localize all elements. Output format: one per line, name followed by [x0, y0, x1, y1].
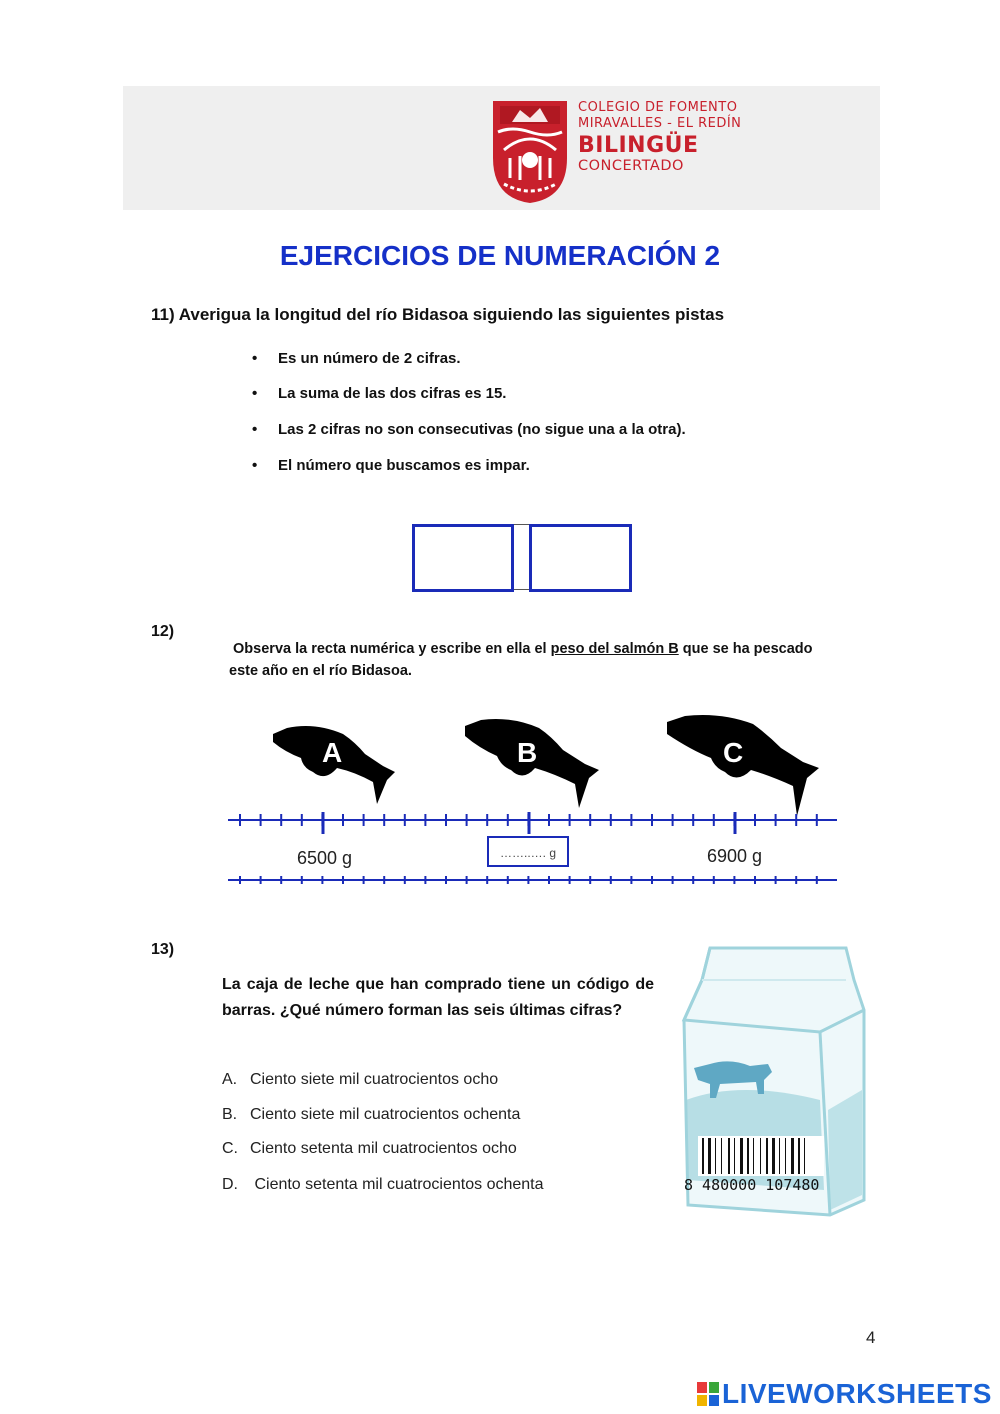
q11-prompt: 11) Averigua la longitud del río Bidasoa siguiendo las siguientes pistas: [151, 305, 725, 324]
barcode-bar: [798, 1138, 800, 1174]
q12-instructions: Observa la recta numérica y escribe en ella el peso del salmón B que se ha pescado este año en el río Bidasoa.: [229, 641, 813, 679]
school-name-line2: MIRAVALLES - EL REDÍN: [578, 116, 742, 131]
barcode-bar: [760, 1138, 761, 1174]
barcode-bar: [715, 1138, 716, 1174]
q13-option-a[interactable]: A. Ciento siete mil cuatrocientos ocho: [222, 1071, 499, 1088]
fish-label-c: C: [723, 737, 744, 768]
q13-option-b[interactable]: B. Ciento siete mil cuatrocientos ochenta: [222, 1106, 521, 1123]
page-number: 4: [866, 1328, 876, 1347]
barcode-bar: [747, 1138, 749, 1174]
q12-number: 12): [151, 623, 175, 640]
fish-label-b: B: [517, 737, 538, 768]
label-6900: 6900 g: [707, 846, 763, 866]
barcode-bar: [766, 1138, 768, 1174]
barcode-bar: [728, 1138, 730, 1174]
barcode-bar: [702, 1138, 704, 1174]
q11-clue: • La suma de las dos cifras es 15.: [252, 385, 507, 402]
barcode-bar: [804, 1138, 805, 1174]
q12-underlined: peso del salmón B: [550, 641, 679, 657]
school-name-line3: BILINGÜE: [578, 133, 699, 158]
q13-number: 13): [151, 941, 175, 958]
q11-clue: • El número que buscamos es impar.: [252, 457, 530, 474]
barcode-bar: [721, 1138, 722, 1174]
school-name-line4: CONCERTADO: [578, 158, 684, 174]
barcode-bar: [734, 1138, 735, 1174]
school-name: [578, 100, 741, 174]
barcode-bar: [740, 1138, 743, 1174]
q13-option-c[interactable]: C. Ciento setenta mil cuatrocientos ocho: [222, 1140, 517, 1157]
school-name-line1: COLEGIO DE FOMENTO: [578, 100, 738, 115]
barcode-number: 8 480000 107480: [684, 1176, 820, 1194]
q11-clue: • Las 2 cifras no son consecutivas (no sigue una a la otra).: [252, 421, 686, 438]
liveworksheets-watermark[interactable]: LIVEWORKSHEETS: [697, 1378, 992, 1410]
barcode-bar: [708, 1138, 711, 1174]
q13-option-d[interactable]: D. Ciento setenta mil cuatrocientos ochenta: [222, 1176, 544, 1193]
digit-box-units[interactable]: [529, 524, 632, 592]
label-6500: 6500 g: [297, 848, 353, 868]
barcode-bar: [772, 1138, 775, 1174]
q13-question: La caja de leche que han comprado tiene un código de barras. ¿Qué número forman las seis últimas cifras?: [222, 976, 654, 1019]
salmon-b-weight-input[interactable]: ……..…. g: [487, 836, 569, 867]
digit-box-tens[interactable]: [412, 524, 514, 592]
school-crest-logo: [490, 98, 570, 206]
q11-clue: • Es un número de 2 cifras.: [252, 350, 461, 367]
liveworksheets-logo-icon: [697, 1382, 719, 1406]
barcode-bar: [791, 1138, 794, 1174]
barcode-bar: [779, 1138, 780, 1174]
page-title: EJERCICIOS DE NUMERACIÓN 2: [279, 240, 721, 271]
milk-carton-illustration: [680, 940, 872, 1220]
barcode-bar: [753, 1138, 754, 1174]
barcode-bar: [785, 1138, 786, 1174]
fish-label-a: A: [322, 737, 343, 768]
